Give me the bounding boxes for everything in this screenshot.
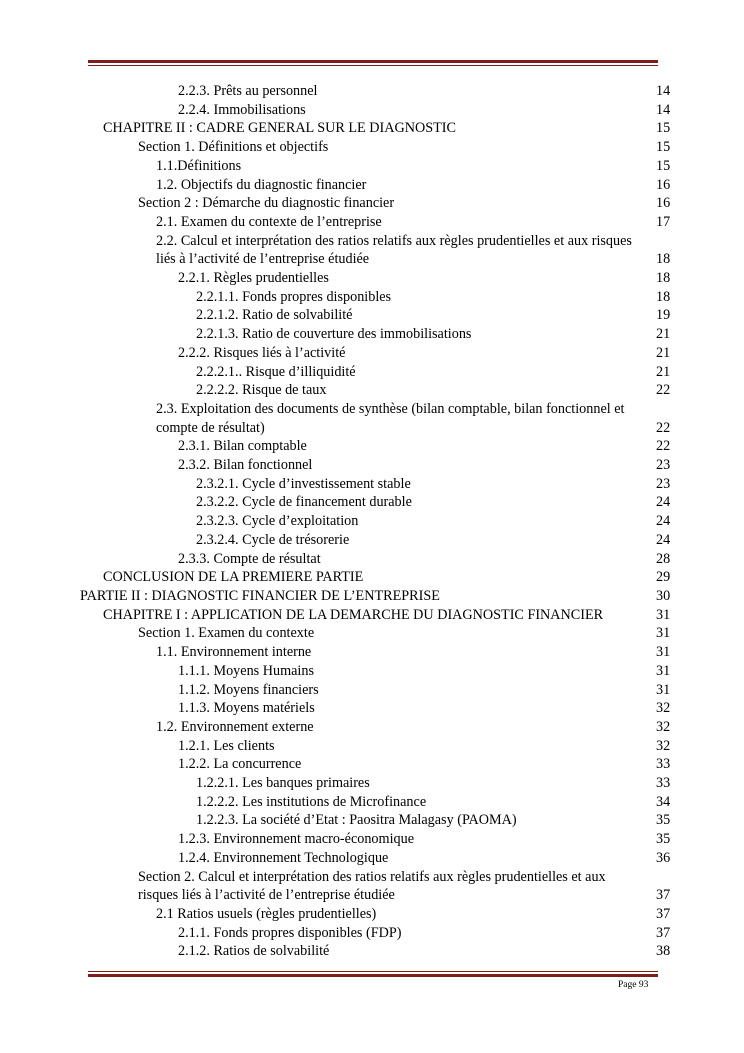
toc-entry xyxy=(0,868,744,905)
toc-entry-title: 2.1 Ratios usuels (règles prudentielles) xyxy=(156,905,377,922)
toc-entry-page: 16 xyxy=(656,195,671,212)
toc-entry-page: 32 xyxy=(656,700,671,717)
toc-entry xyxy=(0,232,744,269)
top-rule xyxy=(88,60,658,63)
toc-entry xyxy=(0,288,744,307)
toc-entry-title: 2.1.1. Fonds propres disponibles (FDP) xyxy=(178,924,402,941)
toc-entry xyxy=(0,194,744,213)
toc-entry-title: 2.2.2.2. Risque de taux xyxy=(196,382,327,399)
toc-entry-page: 22 xyxy=(656,438,671,455)
toc-entry-title: 1.2. Objectifs du diagnostic financier xyxy=(156,176,367,193)
toc-entry-title: 1.1.2. Moyens financiers xyxy=(178,681,319,698)
toc-entry xyxy=(0,774,744,793)
toc-entry xyxy=(0,475,744,494)
toc-entry xyxy=(0,699,744,718)
toc-entry-title: 1.2.4. Environnement Technologique xyxy=(178,849,389,866)
toc-entry-page: 30 xyxy=(656,587,671,604)
toc-entry xyxy=(0,269,744,288)
toc-entry-page: 37 xyxy=(656,887,671,904)
toc-entry-title: 1.2.2.1. Les banques primaires xyxy=(196,775,370,792)
toc-entry-page: 24 xyxy=(656,531,671,548)
toc-entry-title: 2.3.2. Bilan fonctionnel xyxy=(178,457,313,474)
toc-entry-title: 1.1. Environnement interne xyxy=(156,644,312,661)
toc-entry-page: 15 xyxy=(656,139,671,156)
toc-entry-title: 2.3. Exploitation des documents de synthèse (bilan comptable, bilan fonctionnel et compte de résultat) xyxy=(156,400,625,436)
toc-entry xyxy=(0,942,744,961)
toc-entry-title: Section 2. Calcul et interprétation des ratios relatifs aux règles prudentielles et aux risques liés à l’activité de l’entreprise étudiée xyxy=(138,868,606,904)
toc-entry-title: CHAPITRE I : APPLICATION DE LA DEMARCHE DU DIAGNOSTIC FINANCIER xyxy=(103,606,604,623)
toc-entry-title: 1.1.3. Moyens matériels xyxy=(178,700,315,717)
toc-entry-page: 24 xyxy=(656,513,671,530)
toc-entry xyxy=(0,681,744,700)
toc-entry xyxy=(0,306,744,325)
toc-entry xyxy=(0,101,744,120)
toc-entry xyxy=(0,924,744,943)
toc-entry-title: 2.2.1.3. Ratio de couverture des immobilisations xyxy=(196,326,472,343)
toc-entry-page: 18 xyxy=(656,251,671,268)
toc-entry-page: 23 xyxy=(656,475,671,492)
toc-entry-page: 21 xyxy=(656,326,671,343)
toc-entry-title: 2.2. Calcul et interprétation des ratios relatifs aux règles prudentielles et aux risques liés à l’activité de l’entreprise étudiée xyxy=(156,232,632,268)
toc-entry-page: 37 xyxy=(656,924,671,941)
toc-entry-page: 24 xyxy=(656,494,671,511)
toc-entry-page: 21 xyxy=(656,344,671,361)
toc-entry-title: 1.2.2.3. La société d’Etat : Paositra Malagasy (PAOMA) xyxy=(196,812,517,829)
toc-entry xyxy=(0,381,744,400)
toc-entry xyxy=(0,849,744,868)
toc-entry xyxy=(0,587,744,606)
toc-entry xyxy=(0,905,744,924)
bottom-rule-thin xyxy=(88,971,658,972)
toc-entry-title: Section 1. Définitions et objectifs xyxy=(138,139,329,156)
toc-entry xyxy=(0,737,744,756)
toc-entry-page: 14 xyxy=(656,83,671,99)
toc-entry-title: Section 1. Examen du contexte xyxy=(138,625,315,642)
toc-entry-title: 2.3.3. Compte de résultat xyxy=(178,550,321,567)
toc-entry xyxy=(0,344,744,363)
toc-entry-title: 2.2.4. Immobilisations xyxy=(178,101,306,118)
toc-entry-title: 1.1.Définitions xyxy=(156,157,242,174)
toc-entry-page: 22 xyxy=(656,382,671,399)
toc-entry-page: 31 xyxy=(656,681,671,698)
toc-entry-page: 15 xyxy=(656,157,671,174)
toc-entry-page: 35 xyxy=(656,831,671,848)
toc-entry xyxy=(0,176,744,195)
toc-entry-page: 18 xyxy=(656,270,671,287)
toc-entry-title: 2.1.2. Ratios de solvabilité xyxy=(178,943,330,960)
toc-entry xyxy=(0,213,744,232)
toc-entry-page: 17 xyxy=(656,213,671,230)
toc-entry xyxy=(0,531,744,550)
toc-entry-title: 1.2.2. La concurrence xyxy=(178,756,302,773)
toc-entry-title: 2.3.2.2. Cycle de financement durable xyxy=(196,494,412,511)
toc-entry xyxy=(0,363,744,382)
toc-entry-page: 33 xyxy=(656,756,671,773)
toc-entry-page: 32 xyxy=(656,718,671,735)
toc-entry xyxy=(0,830,744,849)
toc-entry-page: 35 xyxy=(656,812,671,829)
toc-entry xyxy=(0,400,744,437)
toc-entry xyxy=(0,643,744,662)
toc-entry-title: 1.2.1. Les clients xyxy=(178,737,275,754)
toc-entry-title: 1.1.1. Moyens Humains xyxy=(178,662,314,679)
toc-entry-page: 22 xyxy=(656,419,671,436)
toc-entry-page: 18 xyxy=(656,288,671,305)
toc-entry-title: CONCLUSION DE LA PREMIERE PARTIE xyxy=(103,569,364,586)
toc-entry-page: 29 xyxy=(656,569,671,586)
toc-entry xyxy=(0,512,744,531)
toc-entry-title: 2.2.1.1. Fonds propres disponibles xyxy=(196,288,392,305)
toc-entry-page: 38 xyxy=(656,943,671,960)
toc-entry-page: 19 xyxy=(656,307,671,324)
toc-entry xyxy=(0,157,744,176)
toc-entry xyxy=(0,624,744,643)
toc-entry-title: 2.3.2.3. Cycle d’exploitation xyxy=(196,513,359,530)
toc-entry-title: 2.2.2.1.. Risque d’illiquidité xyxy=(196,363,356,380)
bottom-rule xyxy=(88,974,658,977)
toc-entry-page: 32 xyxy=(656,737,671,754)
toc-entry-page: 31 xyxy=(656,606,671,623)
toc-entry-page: 37 xyxy=(656,905,671,922)
toc-entry xyxy=(0,119,744,138)
toc-entry xyxy=(0,718,744,737)
toc-entry xyxy=(0,456,744,475)
toc-entry-title: 2.3.1. Bilan comptable xyxy=(178,438,307,455)
toc-entry-title: 2.2.2. Risques liés à l’activité xyxy=(178,344,346,361)
page-number-footer: Page 93 xyxy=(618,980,649,990)
top-rule-thin xyxy=(88,65,658,66)
toc-entry xyxy=(0,437,744,456)
toc-entry-page: 15 xyxy=(656,120,671,137)
toc-entry xyxy=(0,606,744,625)
toc-entry-page: 16 xyxy=(656,176,671,193)
toc-entry-title: 2.1. Examen du contexte de l’entreprise xyxy=(156,213,382,230)
toc-entry-page: 14 xyxy=(656,101,671,118)
toc-entry-title: 1.2. Environnement externe xyxy=(156,718,314,735)
toc-entry-page: 21 xyxy=(656,363,671,380)
toc-entry-title: PARTIE II : DIAGNOSTIC FINANCIER DE L’ENTREPRISE xyxy=(80,587,440,604)
toc-entry-page: 31 xyxy=(656,625,671,642)
toc-entry xyxy=(0,793,744,812)
toc-entry-title: 2.2.1. Règles prudentielles xyxy=(178,270,329,287)
toc-entry xyxy=(0,568,744,587)
toc-entry xyxy=(0,325,744,344)
toc-entry-title: 1.2.3. Environnement macro-économique xyxy=(178,831,414,848)
toc-entry xyxy=(0,493,744,512)
toc-entry-title: 1.2.2.2. Les institutions de Microfinance xyxy=(196,793,427,810)
toc-entry-page: 31 xyxy=(656,662,671,679)
toc-entry xyxy=(0,811,744,830)
toc-entry-title: CHAPITRE II : CADRE GENERAL SUR LE DIAGNOSTIC xyxy=(103,120,456,137)
toc-entry-title: 2.2.1.2. Ratio de solvabilité xyxy=(196,307,353,324)
toc-entry-page: 34 xyxy=(656,793,671,810)
toc-entry-page: 23 xyxy=(656,457,671,474)
table-of-contents xyxy=(0,82,744,961)
toc-entry-title: 2.3.2.4. Cycle de trésorerie xyxy=(196,531,350,548)
toc-entry-page: 28 xyxy=(656,550,671,567)
toc-entry xyxy=(0,755,744,774)
toc-entry-title: 2.3.2.1. Cycle d’investissement stable xyxy=(196,475,411,492)
toc-entry-page: 36 xyxy=(656,849,671,866)
toc-entry xyxy=(0,138,744,157)
toc-entry-page: 33 xyxy=(656,775,671,792)
toc-entry-title: 2.2.3. Prêts au personnel xyxy=(178,83,318,99)
toc-entry xyxy=(0,550,744,569)
toc-entry xyxy=(0,82,744,101)
toc-entry-page: 31 xyxy=(656,644,671,661)
toc-entry xyxy=(0,662,744,681)
toc-entry-title: Section 2 : Démarche du diagnostic financier xyxy=(138,195,395,212)
